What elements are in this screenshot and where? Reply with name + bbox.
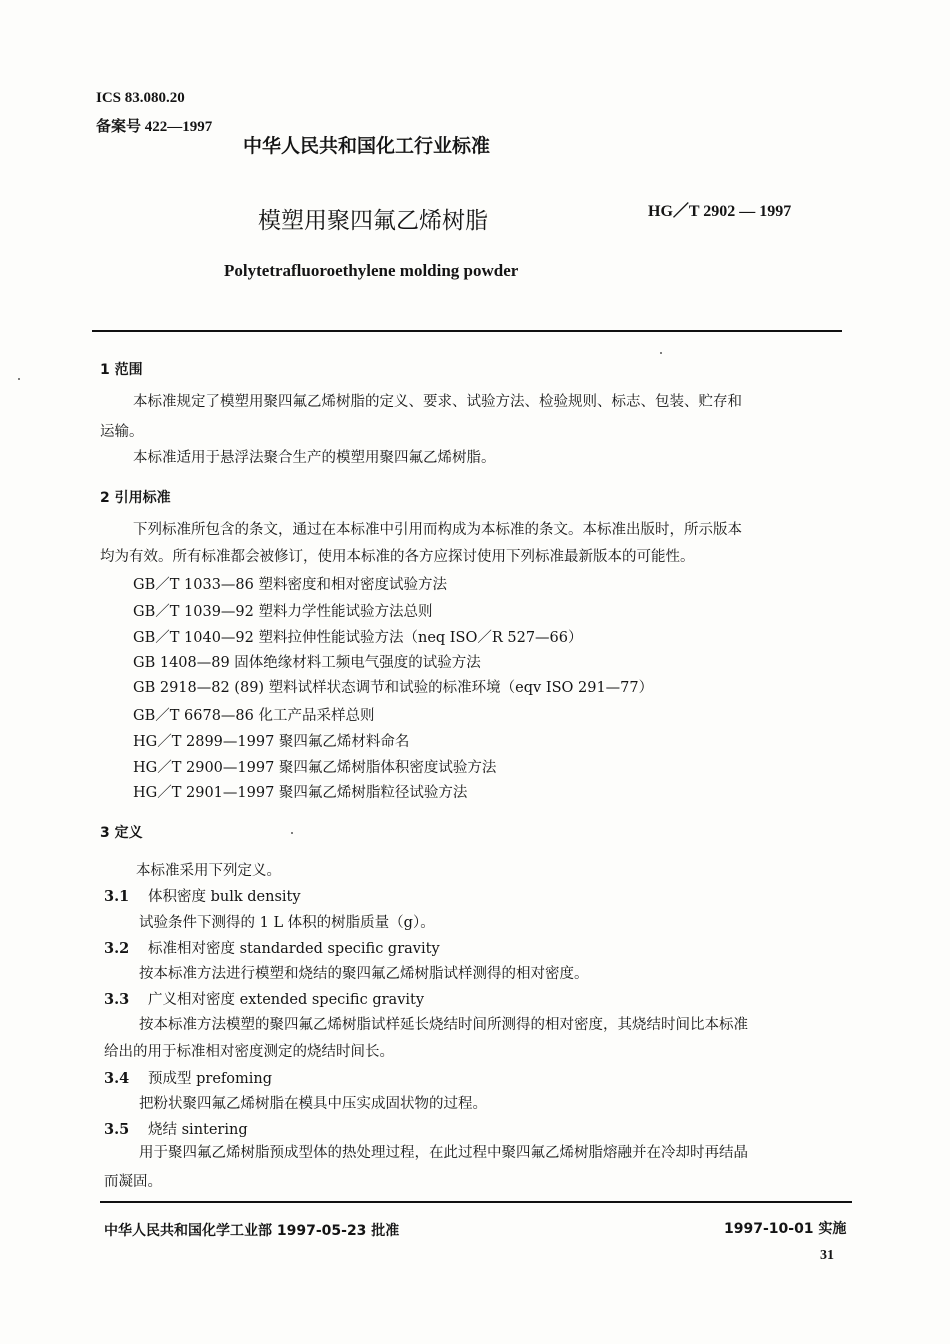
title-en: Polytetrafluoroethylene molding powder xyxy=(224,261,519,280)
section-2-p1-line2: 均为有效。所有标准都会被修订，使用本标准的各方应探讨使用下列标准最新版本的可能性。 xyxy=(100,549,695,565)
ref-item: HG／T 2901—1997 聚四氟乙烯树脂粒径试验方法 xyxy=(133,785,468,801)
ref-item: HG／T 2900—1997 聚四氟乙烯树脂体积密度试验方法 xyxy=(133,760,497,776)
section-2-p1-line1: 下列标准所包含的条文，通过在本标准中引用而构成为本标准的条文。本标准出版时，所示版本 xyxy=(133,522,742,538)
definition-text-cont: 给出的用于标准相对密度测定的烧结时间长。 xyxy=(104,1044,394,1060)
definition-number: 3.4 xyxy=(104,1070,130,1087)
ref-item: GB／T 6678—86 化工产品采样总则 xyxy=(133,708,375,724)
header-rule xyxy=(92,330,842,332)
definition-term xyxy=(104,937,440,958)
definition-term-text: 标准相对密度 standarded specific gravity xyxy=(148,941,440,957)
section-1-heading: 1 范围 xyxy=(100,362,143,378)
footer-rule xyxy=(100,1201,852,1203)
page-number: 31 xyxy=(820,1248,834,1263)
section-3-heading: 3 定义 xyxy=(100,825,143,841)
definition-text: 按本标准方法进行模塑和烧结的聚四氟乙烯树脂试样测得的相对密度。 xyxy=(139,966,589,982)
section-2-heading: 2 引用标准 xyxy=(100,490,171,506)
ref-item: HG／T 2899—1997 聚四氟乙烯材料命名 xyxy=(133,734,410,750)
definition-text: 用于聚四氟乙烯树脂预成型体的热处理过程，在此过程中聚四氟乙烯树脂熔融并在冷却时再结晶 xyxy=(139,1145,748,1161)
section-1-p1-line2: 运输。 xyxy=(100,424,144,440)
section-1-p2: 本标准适用于悬浮法聚合生产的模塑用聚四氟乙烯树脂。 xyxy=(133,450,496,466)
standard-type: 中华人民共和国化工行业标准 xyxy=(243,135,491,157)
ref-item: GB／T 1039—92 塑料力学性能试验方法总则 xyxy=(133,604,433,620)
definition-term xyxy=(104,988,424,1009)
definition-number: 3.1 xyxy=(104,888,130,905)
definition-term xyxy=(104,1118,248,1139)
definition-term-text: 烧结 sintering xyxy=(148,1122,248,1138)
approval-line: 中华人民共和国化学工业部 1997-05-23 批准 xyxy=(104,1223,400,1239)
definition-number: 3.3 xyxy=(104,991,130,1008)
definition-term-text: 体积密度 bulk density xyxy=(148,889,301,905)
title-cn: 模塑用聚四氟乙烯树脂 xyxy=(258,208,488,234)
definition-term-text: 预成型 prefoming xyxy=(148,1071,273,1087)
scan-speck xyxy=(291,832,293,834)
ref-item: GB／T 1033—86 塑料密度和相对密度试验方法 xyxy=(133,577,447,593)
definition-number: 3.2 xyxy=(104,940,130,957)
section-3-intro: 本标准采用下列定义。 xyxy=(136,863,281,879)
scan-speck xyxy=(660,352,662,354)
definition-text: 按本标准方法模塑的聚四氟乙烯树脂试样延长烧结时间所测得的相对密度，其烧结时间比本标准 xyxy=(139,1017,748,1033)
ref-item: GB 1408—89 固体绝缘材料工频电气强度的试验方法 xyxy=(133,655,481,671)
definition-text: 把粉状聚四氟乙烯树脂在模具中压实成固状物的过程。 xyxy=(139,1096,487,1112)
definition-term-text: 广义相对密度 extended specific gravity xyxy=(148,992,425,1008)
record-number: 备案号 422—1997 xyxy=(96,119,213,135)
scan-speck xyxy=(18,378,20,380)
ref-item: GB 2918—82 (89) 塑料试样状态调节和试验的标准环境（eqv ISO 291—77） xyxy=(133,680,654,696)
standard-number: HG／T 2902 — 1997 xyxy=(648,203,792,220)
section-1-p1-line1: 本标准规定了模塑用聚四氟乙烯树脂的定义、要求、试验方法、检验规则、标志、包装、贮存和 xyxy=(133,394,742,410)
definition-number: 3.5 xyxy=(104,1121,130,1138)
definition-text: 试验条件下测得的 1 L 体积的树脂质量（g）。 xyxy=(139,915,435,931)
ics-code: ICS 83.080.20 xyxy=(96,90,185,106)
definition-text-cont: 而凝固。 xyxy=(104,1174,162,1190)
ref-item: GB／T 1040—92 塑料拉伸性能试验方法（neq ISO／R 527—66） xyxy=(133,630,583,646)
effective-date: 1997-10-01 实施 xyxy=(724,1221,847,1237)
definition-term xyxy=(104,1067,272,1088)
definition-term xyxy=(104,885,301,906)
